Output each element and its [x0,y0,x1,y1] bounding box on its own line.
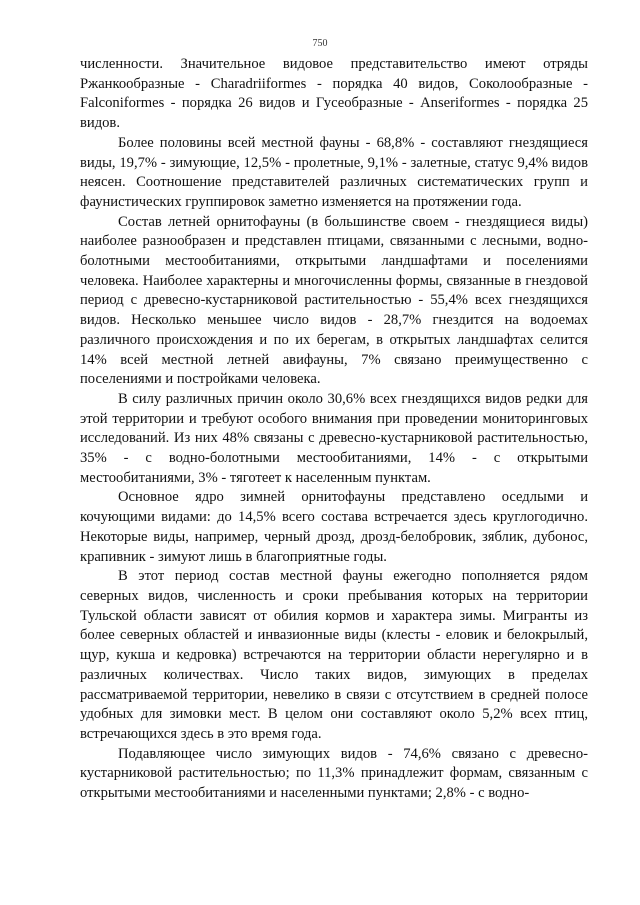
paragraph: В силу различных причин около 30,6% всех гнездящихся видов редки для этой территории и требуют особого внимания при проведении мониторинговых исследований. Из них 48% связаны с древесно-кустарниковой растительностью, 35% - с водно-болотными местообитаниями, 14% - с открытыми местообитаниями, 3% - тяготеет к населенным пунктам. [80,390,588,486]
paragraph: Основное ядро зимней орнитофауны представлено оседлыми и кочующими видами: до 14,5% всего состава встречается здесь круглогодично. Некоторые виды, например, черный дрозд, дрозд-белобровик, зяблик, дубонос, крапивник - зимуют лишь в благоприятные годы. [80,489,588,565]
paragraph: Состав летней орнитофауны (в большинстве своем - гнездящиеся виды) наиболее разнообразен и представлен птицами, связанными с лесными, водно-болотными местообитаниями, открытыми ландшафтами и поселениями человека. Наиболее характерны и многочисленны формы, связанные в гнездовой период с древесно-кустарниковой растительностью - 55,4% всех гнездящихся видов. Несколько меньшее число видов - 28,7% гнездится на водоемах различного происхождения и по их берегам, в открытых ландшафтах селится 14% всей местной летней авифауны, 7% связано преимущественно с поселениями и постройками человека. [80,213,588,388]
paragraph: численности. Значительное видовое представительство имеют отряды Ржанкообразные - Charadriiformes - порядка 40 видов, Соколообразные - Falconiformes - порядка 26 видов и Гусеобразные - Anseriformes - порядка 25 видов. [80,56,588,132]
document-body [80,55,588,804]
paragraph: Подавляющее число зимующих видов - 74,6% связано с древесно-кустарниковой растительностью; по 11,3% принадлежит формам, связанным с открытыми местообитаниями и населенными пунктами; 2,8% - с водно- [80,745,588,802]
page-number: 750 [312,38,328,49]
paragraph: Более половины всей местной фауны - 68,8% - составляют гнездящиеся виды, 19,7% - зимующие, 12,5% - пролетные, 9,1% - залетные, статус 9,4% видов неясен. Соотношение представителей различных систематических групп и фаунистических группировок заметно изменяется на протяжении года. [80,134,588,210]
paragraph: В этот период состав местной фауны ежегодно пополняется рядом северных видов, численность и сроки пребывания которых на территории Тульской области зависят от обилия кормов и характера зимы. Мигранты из более северных областей и инвазионные виды (клесты - еловик и белокрылый, щур, кукша и кедровка) встречаются на территории области нерегулярно и в различных количествах. Число таких видов, зимующих в пределах рассматриваемой территории, невелико в связи с отсутствием в средней полосе удобных для зимовки мест. В целом они составляют около 5,2% всех птиц, встречающихся здесь в это время года. [80,568,588,742]
